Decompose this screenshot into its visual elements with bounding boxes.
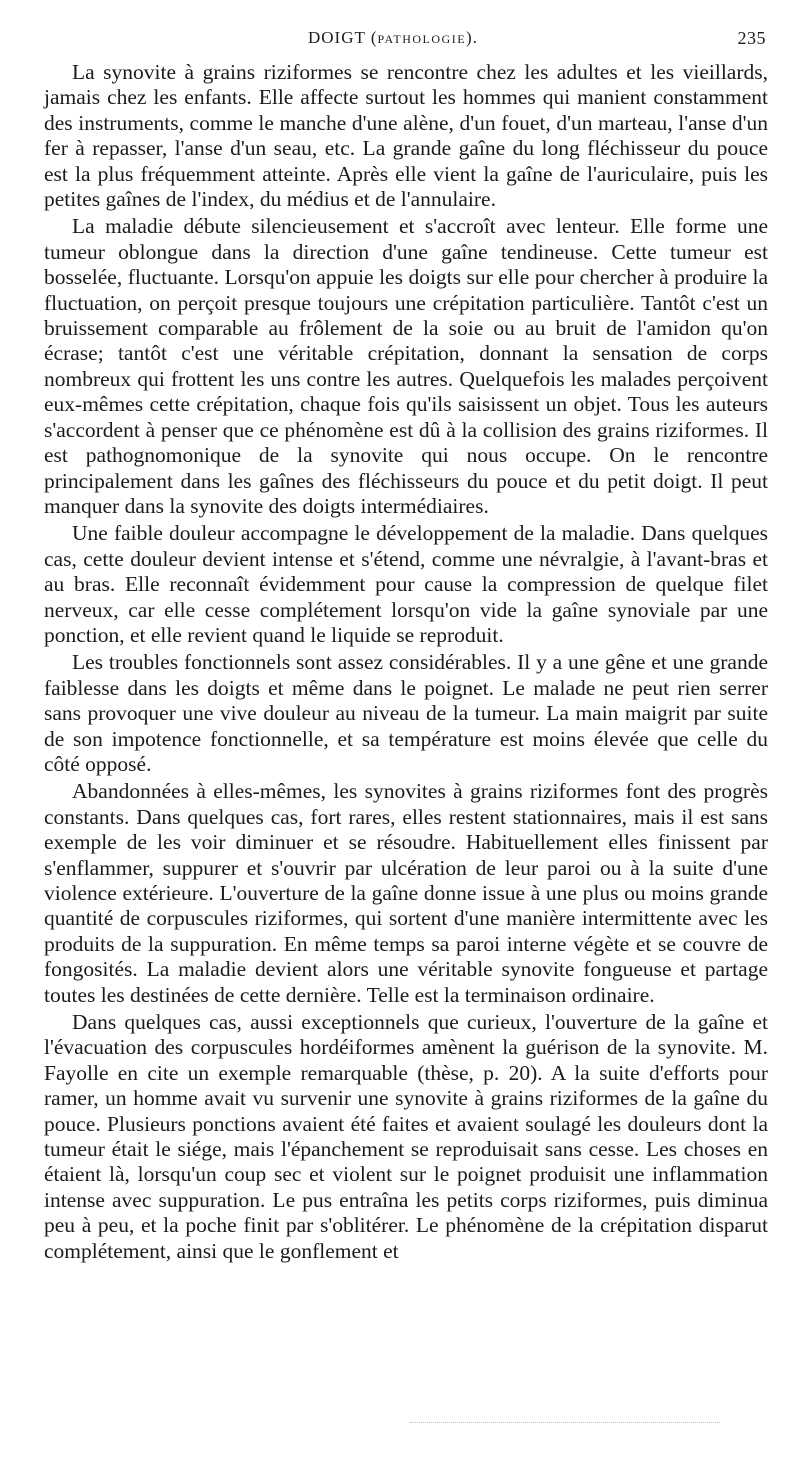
paragraph-guerison: Dans quelques cas, aussi exceptionnels que curieux, l'ouverture de la gaîne et l'évacuation des corpuscules hordéiformes amènent la guérison de la synovite. M. Fayolle en cite un exemple remarquable (thèse, p. 20). A la suite d'efforts pour ramer, un homme avait vu survenir une synovite à grains riziformes de la gaîne du pouce. Plusieurs ponctions avaient été faites et avaient soulagé les douleurs dont la tumeur était le siége, mais l'épanchement se reproduisait sans cesse. Les choses en étaient là, lorsqu'un coup sec et violent sur le poignet produisit une inflammation intense avec suppuration. Le pus entraîna les petits corps riziformes, puis diminua peu à peu, et la poche finit par s'oblitérer. Le phénomène de la crépitation disparut complétement, ainsi que le gonflement et xyxy=(44,1010,768,1263)
running-title-main: DOIGT ( xyxy=(308,28,378,47)
running-title xyxy=(308,28,478,48)
running-title-end: ). xyxy=(466,28,478,47)
running-head xyxy=(48,28,766,58)
running-title-subject: PATHOLOGIE xyxy=(377,32,467,46)
paragraph-maladie-debut: La maladie débute silencieusement et s'accroît avec lenteur. Elle forme une tumeur oblongue dans la direction d'une gaîne tendineuse. Cette tumeur est bosselée, fluctuante. Lorsqu'on appuie les doigts sur elle pour chercher à produire la fluctuation, on perçoit presque toujours une crépitation particulière. Tantôt c'est un bruissement comparable au frôlement de la soie ou au bruit de l'amidon qu'on écrase; tantôt c'est une véritable crépitation, donnant la sensation de corps nombreux qui frottent les uns contre les autres. Quelquefois les malades perçoivent eux-mêmes cette crépitation, chaque fois qu'ils saisissent un objet. Tous les auteurs s'accordent à penser que ce phénomène est dû à la collision des grains riziformes. Il est pathognomonique de la synovite qui nous occupe. On le rencontre principalement dans les gaînes des fléchisseurs du pouce et du petit doigt. Il peut manquer dans la synovite des doigts intermédiaires. xyxy=(44,214,768,518)
page-number: 235 xyxy=(737,28,766,48)
paragraph-douleur: Une faible douleur accompagne le développement de la maladie. Dans quelques cas, cette douleur devient intense et s'étend, comme une névralgie, à l'avant-bras et au bras. Elle reconnaît évidemment pour cause la compression de quelque filet nerveux, car elle cesse complétement lorsqu'on vide la gaîne synoviale par une ponction, et elle revient quand le liquide se reproduit. xyxy=(44,521,768,647)
paragraph-troubles-fonctionnels: Les troubles fonctionnels sont assez considérables. Il y a une gêne et une grande faiblesse dans les doigts et même dans le poignet. Le malade ne peut rien serrer sans provoquer une vive douleur au niveau de la tumeur. La main maigrit par suite de son impotence fonctionnelle, et sa température est moins élevée que celle du côté opposé. xyxy=(44,650,768,776)
paragraph-synovite-age: La synovite à grains riziformes se rencontre chez les adultes et les vieillards, jamais chez les enfants. Elle affecte surtout les hommes qui manient constamment des instruments, comme le manche d'une alène, d'un fouet, d'un marteau, l'anse d'un fer à repasser, l'anse d'un seau, etc. La grande gaîne du long fléchisseur du pouce est la plus fréquemment atteinte. Après elle vient la gaîne de l'auriculaire, puis les petites gaînes de l'index, du médius et de l'annulaire. xyxy=(44,60,768,212)
body-text xyxy=(44,60,768,1266)
bleed-through-mark xyxy=(410,1422,720,1426)
paragraph-evolution: Abandonnées à elles-mêmes, les synovites à grains riziformes font des progrès constants. Dans quelques cas, fort rares, elles restent stationnaires, mais il est sans exemple de les voir diminuer et se résoudre. Habituellement elles finissent par s'enflammer, suppurer et s'ouvrir par ulcération de leur paroi ou à la suite d'une violence extérieure. L'ouverture de la gaîne donne issue à une plus ou moins grande quantité de corpuscules riziformes, qui sortent d'une manière intermittente avec les produits de la suppuration. En même temps sa paroi interne végète et se couvre de fongosités. La maladie devient alors une véritable synovite fongueuse et partage toutes les destinées de cette dernière. Telle est la terminaison ordinaire. xyxy=(44,779,768,1007)
